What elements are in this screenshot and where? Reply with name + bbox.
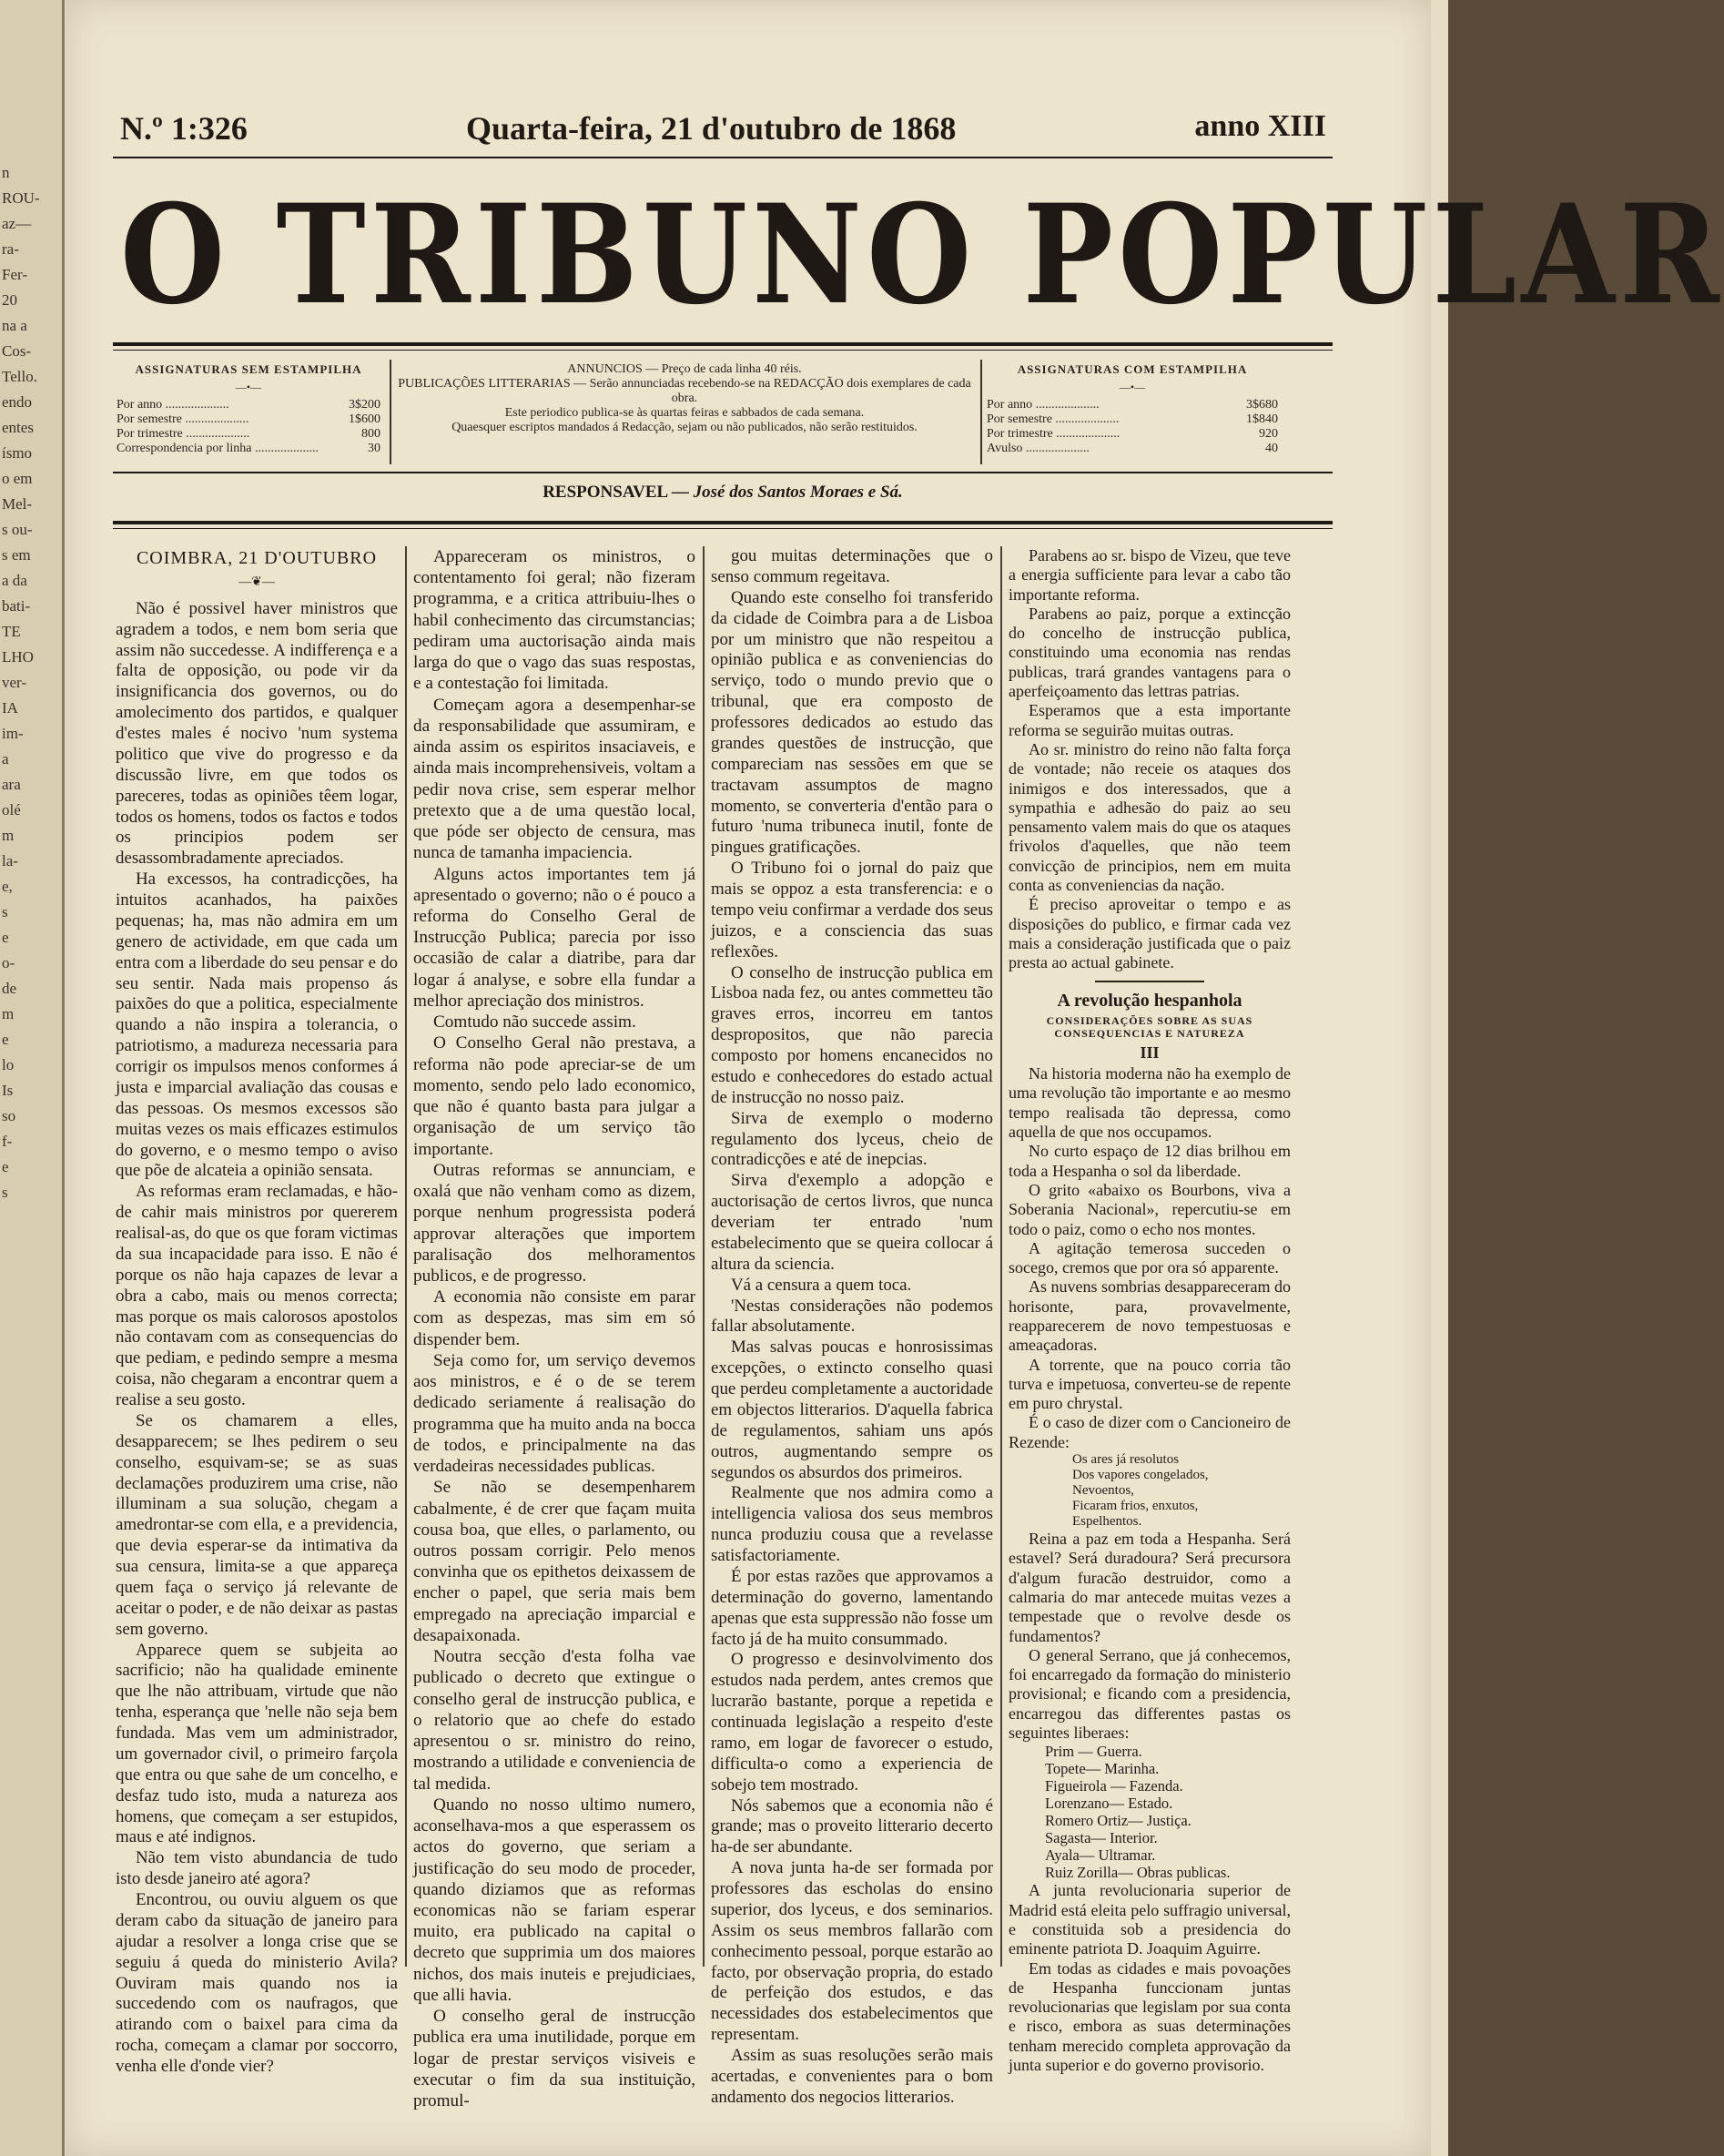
- subscription-label: Por trimestre ....................: [987, 427, 1121, 441]
- announcement-line: PUBLICAÇÕES LITTERARIAS — Serão annunciadas recebendo-se na REDACÇÃO dois exemplares de cada obra.: [398, 377, 971, 405]
- minister-entry: Prim — Guerra.: [1045, 1743, 1142, 1761]
- subscriptions-left-rows: [117, 398, 380, 456]
- subscription-row: [987, 398, 1278, 412]
- edge-text-fragment: Mel-: [2, 495, 33, 513]
- paragraph: Sirva de exemplo o moderno regulamento dos lyceus, cheio de contradicções e até de inepcias.: [711, 1108, 993, 1170]
- edge-text-fragment: e: [2, 1158, 9, 1175]
- minister-entry: Ruiz Zorilla— Obras publicas.: [1045, 1864, 1231, 1882]
- column-4: [1009, 546, 1291, 2075]
- paragraph: Se não se desempenharem cabalmente, é de crer que façam muita cousa boa, que elles, o parlamento, ou outros possam corrigir. Pelo menos convinha que os epithetos deixassem de encher o papel, que seria mais bem empregado na apreciação imparcial e desapaixonada.: [413, 1478, 695, 1645]
- announcement-line: Este periodico publica-se às quartas feiras e sabbados de cada semana.: [504, 406, 865, 420]
- column-4-end: [1009, 1881, 1291, 2075]
- edge-text-fragment: az—: [2, 215, 32, 232]
- edge-text-fragment: ROU-: [2, 189, 40, 207]
- paragraph: Parabens ao paiz, porque a extincção do concelho de instrucção publica, constituindo uma economia nas rendas publicas, trará grandes vantagens para o aperfeiçoamento das lettras patrias.: [1009, 604, 1291, 701]
- paragraph: As reformas eram reclamadas, e hão-de cahir mais ministros por quererem realisal-as, do que os que foram victimas da sua incapacidade para isso. E não é porque os não haja capazes de levar a obra a cabo, mais ou menos correcta; mas porque os mais calorosos apostolos não contavam com as consequencias do que pediam, e pedindo sempre a mesma coisa, não chegaram a encontrar quem a realise a seu gosto.: [116, 1182, 398, 1409]
- minister-entry: Ayala— Ultramar.: [1045, 1846, 1156, 1865]
- subscription-label: Por anno ....................: [117, 398, 229, 412]
- verse-line: Espelhentos.: [1072, 1514, 1142, 1530]
- subscription-label: Avulso ....................: [987, 442, 1090, 455]
- column-rule: [1000, 546, 1002, 1967]
- verse-line: Ficaram frios, enxutos,: [1072, 1499, 1199, 1514]
- masthead-rule-thick: [113, 342, 1333, 346]
- paragraph: O conselho geral de instrucção publica era uma inutilidade, porque em logar de prestar serviços visiveis e executar o fim da sua instituição, promul-: [413, 2007, 695, 2111]
- ministers-list: [1009, 1743, 1291, 1881]
- edge-text-fragment: Is: [2, 1082, 14, 1099]
- minister-entry: Topete— Marinha.: [1045, 1760, 1160, 1778]
- paragraph: Apparece quem se subjeita ao sacrificio; não ha qualidade eminente que lhe não attribuam, virtude que não tenha, esperança que 'nelle não seja bem fundada. Mas vem um administrador, um governador civil, o primeiro farçola que entra ou que sahe de um concelho, e desfaz tudo isto, muda a natureza aos homens, que começam a ser estupidos, maus e até indignos.: [116, 1640, 398, 1847]
- ornament: —•—: [235, 381, 262, 393]
- minister-entry: Sagasta— Interior.: [1045, 1829, 1158, 1847]
- paragraph: Seja como for, um serviço devemos aos ministros, e é o de se terem dedicado seriamente á realisação do programma que ha muito anda na bocca de todos, e principalmente na das verdadeiras necessidades publicas.: [413, 1350, 695, 1477]
- minister-entry: Figueirola — Fazenda.: [1045, 1777, 1183, 1795]
- subscription-label: Por anno ....................: [987, 398, 1100, 412]
- paragraph: Não tem visto abundancia de tudo isto desde janeiro até agora?: [116, 1848, 398, 1889]
- subscription-price: 30: [368, 442, 380, 455]
- adjacent-page-edge: [0, 0, 65, 2156]
- announcement-line: Quaesquer escriptos mandados á Redacção, sejam ou não publicados, não serão restituidos.: [451, 421, 918, 434]
- paragraph: O grito «abaixo os Bourbons, viva a Soberania Nacional», repercutiu-se em todo o paiz, como o echo nos montes.: [1009, 1180, 1291, 1238]
- column-4-top: [1009, 546, 1291, 973]
- paragraph: O Conselho Geral não prestava, a reforma não pode apreciar-se de um momento, sendo pelo lado economico, que não é quanto basta para julgar a organisação de um serviço tão importante.: [413, 1033, 695, 1159]
- paragraph: Ha excessos, ha contradicções, ha intuitos acanhados, ha paixões pequenas; ha, mas não admira em um genero de actividade, em que cada um entra com a liberdade do seu pensar e do seu sentir. Nada mais propenso ás paixões do que a politica, especialmente quando a não inspira a tolerancia, o patriotismo, a madureza necessaria para corrigir os impulsos menos conformes á justa e imparcial avaliação das cousas e das pessoas. Os mesmos excessos são muitas vezes os mais efficazes estimulos do governo, e o mesmo tempo o aviso que põe de alcateia a opinião sensata.: [116, 870, 398, 1181]
- subscription-label: Por semestre ....................: [987, 412, 1120, 426]
- edge-text-fragment: s em: [2, 546, 31, 564]
- edge-text-fragment: de: [2, 980, 17, 997]
- paragraph: Se os chamarem a elles, desapparecem; se lhes pedirem o seu conselho, esquivam-se; se as suas declamações produzirem uma crise, não illuminam a sua solução, chegam a amedrontar-se com ella, e a previdencia, que devia esperar-se da intimativa da sua censura, limita-se a que appareça quem faça o serviço já relevante de aceitar o poder, e de não deixar as pastas sem governo.: [116, 1410, 398, 1639]
- paragraph: Appareceram os ministros, o contentamento foi geral; não fizeram programma, e a critica attribuiu-lhes o habil conhecimento das circumstancias; pediram uma auctorisação ainda mais larga do que o vago das suas respostas, e a contestação foi limitada.: [413, 547, 695, 694]
- edge-text-fragment: ra-: [2, 240, 19, 258]
- paragraph: A nova junta ha-de ser formada por professores das escholas do ensino superior, dos lyceus, e dos seminarios. Assim os seus membros fallarão com conhecimento pessoal, porque estarão ao facto, por observação propria, do estado de perfeição dos estudos, e das necessidades dos estabelecimentos que representam.: [711, 1858, 993, 2045]
- subscription-label: Por semestre ....................: [117, 412, 249, 426]
- edge-text-fragment: bati-: [2, 597, 31, 615]
- issue-header: [120, 109, 1335, 164]
- verse-quote: [1009, 1452, 1291, 1530]
- paragraph: O general Serrano, que já conhecemos, foi encarregado da formação do ministerio provisional; e ficando com a presidencia, encarregou das differentes pastas os seguintes liberaes:: [1009, 1645, 1291, 1743]
- paragraph: Noutra secção d'esta folha vae publicado o decreto que extingue o conselho geral de instrucção publica, e o relatorio que ao chefe do estado apresentou o sr. ministro do reino, mostrando a utilidade e conveniencia de tal medida.: [413, 1647, 695, 1794]
- paragraph: O progresso e desinvolvimento dos estudos nada perdem, antes cremos que lucrarão bastante, porque a repetida e continuada legislação a respeito d'este ramo, em logar de favorecer o estudo, difficulta-o como a experiencia de sobejo tem mostrado.: [711, 1650, 993, 1795]
- minister-entry: Romero Ortiz— Justiça.: [1045, 1812, 1192, 1830]
- paragraph: Esperamos que a esta importante reforma se seguirão muitas outras.: [1009, 701, 1291, 739]
- subscription-label: Por trimestre ....................: [117, 427, 250, 441]
- announcement-line: ANNUNCIOS — Preço de cada linha 40 réis.: [567, 362, 802, 376]
- edge-text-fragment: entes: [2, 419, 34, 436]
- header-rule: [113, 157, 1333, 158]
- column-1-body: [116, 599, 398, 2078]
- paragraph: Mas salvas poucas e honrosissimas excepções, o extincto conselho quasi que perdeu completamente a auctoridade em objectos litterarios. D'aquella fabrica de regulamentos, sahiam uns após outros, augmentando sempre os segundos os absurdos dos primeiros.: [711, 1337, 993, 1482]
- masthead-rule-thin: [113, 350, 1333, 351]
- edge-text-fragment: o em: [2, 470, 33, 487]
- paragraph: O Tribuno foi o jornal do paiz que mais se oppoz a esta transferencia: e o tempo veiu confirmar a verdade dos seus juizos, e a consciencia das suas reflexões.: [711, 859, 993, 961]
- subscriptions-left-title: ASSIGNATURAS SEM ESTAMPILHA: [135, 362, 362, 376]
- edge-text-fragment: olé: [2, 801, 21, 819]
- edge-text-fragment: e: [2, 929, 9, 946]
- subscriptions-right-rows: [987, 398, 1278, 456]
- paragraph: Encontrou, ou ouviu alguem os que deram cabo da situação de janeiro para ajudar a resolver a longa crise que se seguiu á queda do ministerio Avila? Ouviram mais quando nos ia succedendo com os naufragos, que atirando com o baixel para cima da rocha, começam a clamar por soccorro, venha elle d'onde vier?: [116, 1890, 398, 2076]
- column-4-low: [1009, 1530, 1291, 1743]
- newspaper-front-page: [66, 0, 1724, 2156]
- paragraph: Quando no nosso ultimo numero, aconselhava-mos a que esperassem os actos do governo, que seriam a justificação do seu modo de proceder, quando diziamos que as reformas economicas não se fariam esperar muito, era publicado na capital o decreto que supprimia um dos maiores nichos, dos mais inuteis e prejudiciaes, que alli havia.: [413, 1795, 695, 2005]
- edge-text-fragment: s ou-: [2, 521, 33, 538]
- subscription-row: [117, 398, 380, 412]
- column-2: [413, 546, 695, 2111]
- edge-text-fragment: o-: [2, 954, 15, 971]
- responsible-rule-thin: [113, 528, 1333, 529]
- responsible-line: [113, 483, 1333, 503]
- paragraph: gou muitas determinações que o senso commum regeitava.: [711, 546, 993, 586]
- subscription-price: 1$840: [1246, 412, 1278, 426]
- paragraph: A junta revolucionaria superior de Madrid está eleita pelo suffragio universal, e constituida sob a presidencia do eminente patriota D. Joaquim Aguirre.: [1009, 1881, 1291, 1958]
- paragraph: Quando este conselho foi transferido da cidade de Coimbra para a de Lisboa por um ministro que não respeitou a opinião publica e as conveniencias do serviço, todo o mundo previo que o tribunal, que era composto de professores dedicados ao estudo das grandes questões de instrucção, que compareciam nas sessões em que se tractavam assumptos de magno momento, se converteria d'então para o futuro 'numa tribuneca inutil, fonte de pingues gratificações.: [711, 587, 993, 858]
- subscription-row: [117, 427, 380, 442]
- edge-text-fragment: LHO: [2, 648, 34, 666]
- column-separator: [390, 360, 391, 464]
- edge-text-fragment: na a: [2, 317, 27, 334]
- paragraph: 'Nestas considerações não podemos fallar absolutamente.: [711, 1296, 993, 1337]
- edge-text-fragment: ara: [2, 776, 21, 793]
- paragraph: O conselho de instrucção publica em Lisboa nada fez, ou antes commetteu tão graves erros, incorreu em tantos despropositos, que não parecia composto por homens encanecidos no estudo e conhecedores do estado actual de instrucção no nosso paiz.: [711, 962, 993, 1107]
- column-2-body: [413, 546, 695, 2111]
- masthead-title: O TRIBUNO POPULAR: [120, 175, 1724, 335]
- edge-text-fragment: endo: [2, 393, 33, 411]
- paragraph: Sirva d'exemplo a adopção e auctorisação de certos livros, que nunca deveriam ter entrado 'num estabelecimento que se queira collocar á altura da sciencia.: [711, 1171, 993, 1274]
- responsible-label: RESPONSAVEL —: [543, 483, 689, 502]
- responsible-name: José dos Santos Moraes e Sá.: [693, 483, 903, 502]
- edge-text-fragment: lo: [2, 1056, 15, 1073]
- paragraph: Outras reformas se annunciam, e oxalá que não venham como as dizem, porque nenhum progressista poderá approvar alterações que importem paralisação dos melhoramentos publicos, e de progresso.: [413, 1160, 695, 1286]
- subscription-row: [117, 412, 380, 427]
- paragraph: É por estas razões que approvamos a determinação do governo, lamentando apenas que esta suppressão não fosse um facto já de ha muito consummado.: [711, 1566, 993, 1649]
- subscription-price: 920: [1259, 427, 1278, 441]
- edge-text-fragment: la-: [2, 852, 18, 870]
- edge-text-fragment: TE: [2, 623, 21, 640]
- subscription-price: 800: [361, 427, 380, 441]
- subscription-row: [117, 442, 380, 456]
- subscription-price: 40: [1265, 442, 1278, 455]
- subscription-price: 1$600: [349, 412, 380, 426]
- section-subtitle: CONSIDERAÇÕES SOBRE AS SUAS CONSEQUENCIAS E NATUREZA: [1046, 1013, 1253, 1040]
- edge-text-fragment: IA: [2, 699, 18, 717]
- edge-text-fragment: ver-: [2, 674, 27, 691]
- paragraph: É o caso de dizer com o Cancioneiro de Rezende:: [1009, 1413, 1291, 1451]
- subscription-price: 3$200: [349, 398, 380, 412]
- subscription-price: 3$680: [1246, 398, 1278, 412]
- paragraph: É preciso aproveitar o tempo e as disposições do publico, e firmar cada vez mais a consideração justificada que o paiz presta ao actual gabinete.: [1009, 895, 1291, 972]
- paragraph: Assim as suas resoluções serão mais acertadas, e convenientes para o bom andamento dos negocios litterarios.: [711, 2046, 993, 2107]
- responsible-rule-thick: [113, 521, 1333, 524]
- edge-text-fragment: s: [2, 903, 8, 920]
- edge-text-fragment: s: [2, 1184, 8, 1201]
- paragraph: Na historia moderna não ha exemplo de uma revolução tão importante e ao mesmo tempo realisada tão depressa, como aquella de que nos occupamos.: [1009, 1064, 1291, 1142]
- minister-entry: Lorenzano— Estado.: [1045, 1795, 1173, 1813]
- paragraph: A torrente, que na pouco corria tão turva e impetuosa, converteu-se de repente em puro chrystal.: [1009, 1355, 1291, 1413]
- verse-line: Os ares já resolutos: [1072, 1452, 1180, 1468]
- announcements-block: [393, 362, 976, 435]
- paragraph: Comtudo não succede assim.: [433, 1012, 636, 1032]
- issue-date: Quarta-feira, 21 d'outubro de 1868: [466, 110, 957, 147]
- paragraph: Não é possivel haver ministros que agradem a todos, e nem bom seria que assim não succedesse. A indifferença e a falta de opposição, ou pode vir da insignificancia dos governos, ou do amolecimento dos partidos, e qualquer d'estes males é nocivo 'num systema politico que vive do progresso e da discussão livre, em que todos os pareceres, todas as opiniões têem logar, todos os homens, todos os factos e todos os principios podem ser desassombradamente apreciados.: [116, 598, 398, 869]
- edge-text-fragment: Fer-: [2, 266, 27, 283]
- edge-text-fragment: e,: [2, 878, 13, 895]
- subscription-row: [987, 442, 1278, 456]
- edge-text-fragment: n: [2, 164, 10, 181]
- paragraph: No curto espaço de 12 dias brilhou em toda a Hespanha o sol da liberdade.: [1009, 1142, 1291, 1180]
- subscriptions-with-stamp: [987, 362, 1278, 456]
- edge-text-fragment: Tello.: [2, 368, 37, 385]
- paragraph: Reina a paz em toda a Hespanha. Será estavel? Será duradoura? Será precursora d'algum furacão destruidor, como a calmaria do mar antecede muitas vezes a tempestade que o revolve desde os fundamentos?: [1009, 1530, 1291, 1645]
- ornament: —•—: [1119, 381, 1146, 393]
- edge-text-fragment: Cos-: [2, 342, 32, 360]
- paragraph: Nós sabemos que a economia não é grande; mas o proveito litterario decerto ha-de ser abundante.: [711, 1795, 993, 1857]
- edge-text-fragment: f-: [2, 1133, 13, 1150]
- issue-year: anno XIII: [1194, 109, 1326, 143]
- verse-line: Dos vapores congelados,: [1072, 1468, 1209, 1483]
- edge-text-fragment: a: [2, 750, 9, 768]
- subscription-label: Correspondencia por linha ....................: [117, 442, 319, 455]
- column-rule: [703, 546, 705, 1967]
- column-rule: [405, 546, 407, 1967]
- edge-text-fragment: 20: [2, 291, 17, 309]
- paragraph: Alguns actos importantes tem já apresentado o governo; não o é pouco a reforma do Conselho Geral de Instrucção Publica; parecia por isso occasião de calar a diatribe, para dar logar á analyse, e sobre ella fundar a melhor apreciação dos ministros.: [413, 864, 695, 1011]
- paragraph: Parabens ao sr. bispo de Vizeu, que teve a energia sufficiente para levar a cabo tão importante reforma.: [1009, 546, 1292, 604]
- edge-text-fragment: ísmo: [2, 444, 33, 462]
- ornament: —❦—: [238, 575, 275, 589]
- column-separator: [980, 360, 982, 464]
- subscriptions-right-title: ASSIGNATURAS COM ESTAMPILHA: [1017, 362, 1248, 376]
- edge-text-fragment: a da: [2, 572, 27, 589]
- article-heading: COIMBRA, 21 D'OUTUBRO: [136, 548, 378, 568]
- paragraph: A agitação temerosa succeden o socego, cremos que por ora só apparente.: [1009, 1238, 1291, 1277]
- section-title: A revolução hespanhola: [1057, 990, 1242, 1011]
- responsible-rule-top: [113, 472, 1333, 473]
- column-3: [711, 546, 993, 2109]
- edge-text-fragment: so: [2, 1107, 16, 1124]
- section-number: III: [1140, 1042, 1160, 1062]
- section-divider: [1095, 981, 1204, 982]
- edge-text-fragment: e: [2, 1031, 9, 1048]
- paragraph: Realmente que nos admira como a intelligencia valiosa dos seus membros nunca produziu cousa que a revelasse satisfactoriamente.: [711, 1483, 993, 1565]
- verse-line: Nevoentos,: [1072, 1483, 1134, 1499]
- edge-text-fragment: m: [2, 827, 15, 844]
- paragraph: Começam agora a desempenhar-se da responsabilidade que assumiram, e ainda assim os espiritos insaciaveis, e ainda mais incomprehensiveis, voltam a pedir nova crise, sem esperar melhor pretexto que a de uma questão local, que póde ser objecto de censura, mas nunca de tamanha impaciencia.: [413, 695, 695, 863]
- column-4-mid: [1009, 1064, 1291, 1452]
- paragraph: Em todas as cidades e mais povoações de Hespanha funccionam juntas revolucionarias que legislam por sua conta e risco, embora as suas determinações tenham merecido completa approvação da junta superior e do governo provisorio.: [1009, 1958, 1291, 2074]
- edge-text-fragment: m: [2, 1005, 15, 1022]
- paragraph: A economia não consiste em parar com as despezas, mas sim em só dispender bem.: [413, 1287, 695, 1349]
- paragraph: Vá a censura a quem toca.: [731, 1275, 912, 1295]
- column-3-body: [711, 546, 993, 2109]
- issue-number: N.º 1:326: [120, 110, 248, 147]
- paragraph: As nuvens sombrias desappareceram do horisonte, para, provavelmente, reapparecerem de novo tempestuosas e ameaçadoras.: [1009, 1277, 1291, 1355]
- edge-text-fragment: im-: [2, 725, 24, 742]
- paragraph: Ao sr. ministro do reino não falta força de vontade; não receie os ataques dos inimigos e dos interessados, que a sympathia e adhesão do paiz ao seu pensamento valem mais do que os ataques frivolos d'aquelles, que não teem convicção de principios, nem em muita conta as conveniencias da nação.: [1009, 739, 1291, 895]
- column-1: [116, 546, 398, 2078]
- subscription-row: [987, 427, 1278, 442]
- subscriptions-without-stamp: [117, 362, 380, 456]
- subscription-row: [987, 412, 1278, 427]
